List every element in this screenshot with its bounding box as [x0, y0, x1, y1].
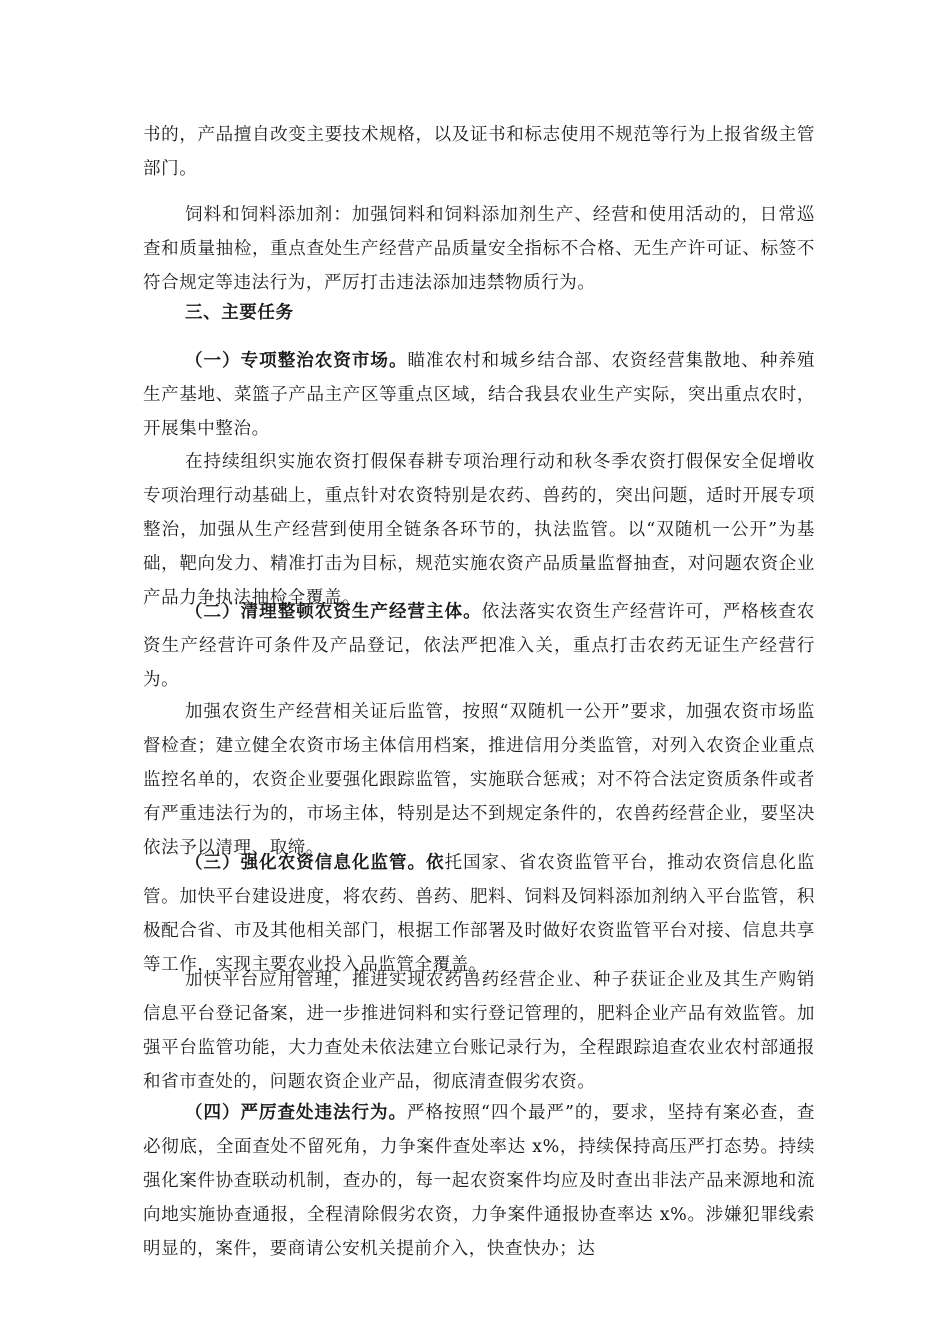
paragraph-8-text: 托国家、省农资监管平台，推动农资信息化监管。加快平台建设进度，将农药、兽药、肥料、饲料及饲料添加剂纳入平台监管，积极配合省、市及其他相关部门，根据工作部署及时做好农资监管平台对接、信息共享等工作，实现主要农业投入品监管全覆盖。 [143, 853, 815, 975]
paragraph-5-text: 在持续组织实施农资打假保春耕专项治理行动和秋冬季农资打假保安全促增收专项治理行动基础上，重点针对农资特别是农药、兽药的，突出问题，适时开展专项整治，加强从生产经营到使用全链条各环节的，执法监管。以“双随机一公开”为基础，靶向发力、精准打击为目标，规范实施农资产品质量监督抽查，对问题农资企业产品力争执法抽检全覆盖。 [143, 452, 815, 608]
paragraph-9-text: 加快平台应用管理，推进实现农药兽药经营企业、种子获证企业及其生产购销信息平台登记备案，进一步推进饲料和实行登记管理的，肥料企业产品有效监管。加强平台监管功能，大力查处未依法建立台账记录行为，全程跟踪追查农业农村部通报和省市查处的，问题农资企业产品，彻底清查假劣农资。 [143, 970, 815, 1092]
paragraph-2 [143, 198, 815, 300]
paragraph-9 [143, 963, 815, 1099]
paragraph-8-lead: （三）强化农资信息化监管。依 [185, 853, 445, 873]
paragraph-4-lead: （一）专项整治农资市场。 [185, 351, 408, 371]
paragraph-10-text: 严格按照“四个最严”的，要求，坚持有案必查，查必彻底，全面查处不留死角，力争案件查处率达 x%，持续保持高压严打态势。持续强化案件协查联动机制，查办的，每一起农资案件均应及时查出非法产品来源地和流向地实施协查通报，全程清除假劣农资，力争案件通报协查率达 x%。涉嫌犯罪线索明显的，案件，要商请公安机关提前介入，快查快办；达 [143, 1103, 815, 1259]
paragraph-6-lead: （二）清理整顿农资生产经营主体。 [185, 602, 482, 622]
paragraph-2-text: 饲料和饲料添加剂：加强饲料和饲料添加剂生产、经营和使用活动的，日常巡查和质量抽检，重点查处生产经营产品质量安全指标不合格、无生产许可证、标签不符合规定等违法行为，严厉打击违法添加违禁物质行为。 [143, 205, 815, 293]
paragraph-7-text: 加强农资生产经营相关证后监管，按照“双随机一公开”要求，加强农资市场监督检查；建立健全农资市场主体信用档案，推进信用分类监管，对列入农资企业重点监控名单的，农资企业要强化跟踪监管，实施联合惩戒；对不符合法定资质条件或者有严重违法行为的，市场主体，特别是达不到规定条件的，农兽药经营企业，要坚决依法予以清理、取缔。 [143, 702, 815, 858]
paragraph-4 [143, 344, 815, 446]
section-heading-text: 三、主要任务 [185, 303, 294, 323]
paragraph-4-text: 瞄准农村和城乡结合部、农资经营集散地、种养殖生产基地、菜篮子产品主产区等重点区域，结合我县农业生产实际，突出重点农时，开展集中整治。 [143, 351, 816, 439]
paragraph-1-text: 书的，产品擅自改变主要技术规格，以及证书和标志使用不规范等行为上报省级主管部门。 [143, 125, 815, 179]
paragraph-6 [143, 595, 815, 697]
section-heading [143, 296, 815, 330]
paragraph-1 [143, 118, 815, 186]
paragraph-10-lead: （四）严厉查处违法行为。 [185, 1103, 407, 1123]
paragraph-10 [143, 1096, 815, 1266]
paragraph-8 [143, 846, 815, 982]
paragraph-5 [143, 445, 815, 615]
paragraph-7 [143, 695, 815, 865]
paragraph-6-text: 依法落实农资生产经营许可，严格核查农资生产经营许可条件及产品登记，依法严把准入关，重点打击农药无证生产经营行为。 [143, 602, 815, 690]
